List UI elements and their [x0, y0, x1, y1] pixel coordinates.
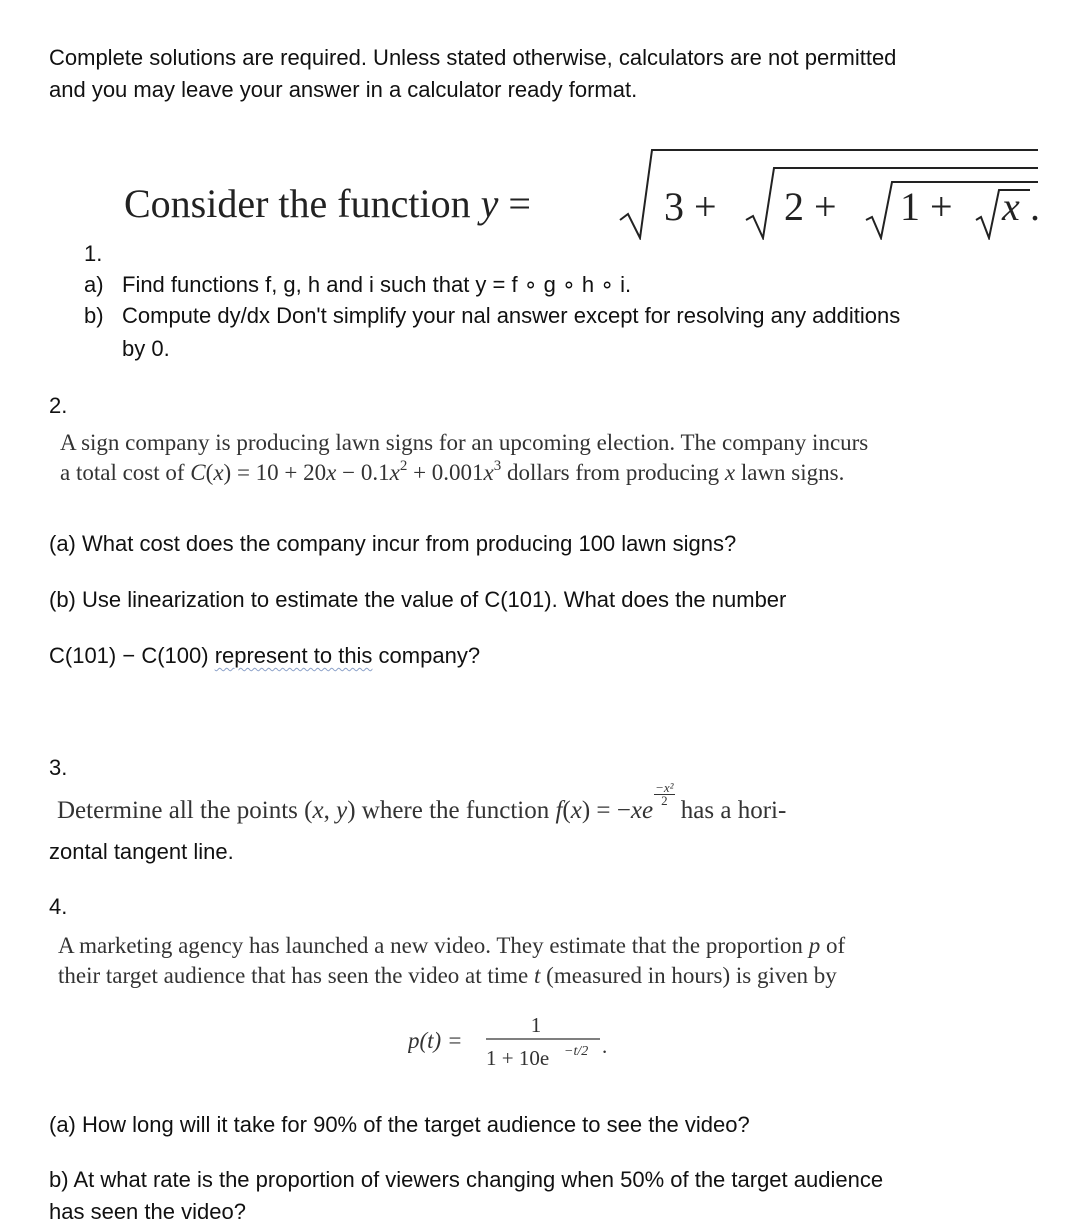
q2-x-variable: x [389, 460, 400, 485]
q1-part-a [84, 269, 631, 301]
q2-part-b-continued [49, 640, 480, 672]
q1-part-a-text: Find functions f, g, h and i such that y = f ∘ g ∘ h ∘ i. [122, 272, 632, 297]
q2-exponent: 2 [399, 458, 408, 474]
q1-radical-term-1: 1 + [900, 184, 953, 229]
q3-text: ) = − [581, 797, 631, 824]
q3-y-variable: y [336, 797, 348, 824]
q4-statement-line-2 [58, 961, 837, 991]
q4-part-b-line-2: has seen the video? [49, 1199, 246, 1224]
q4-text: of [820, 933, 846, 958]
q1-part-b-text-line-2: by 0. [122, 336, 170, 361]
q2-text: ) = 10 + 20 [223, 460, 327, 485]
q2-x-variable: x [213, 460, 224, 485]
q4-text: A marketing agency has launched a new video. They estimate that the proportion [58, 933, 809, 958]
q3-statement-line-1 [57, 780, 787, 826]
q4-p-variable: p [808, 933, 821, 958]
instructions-line-1: Complete solutions are required. Unless stated otherwise, calculators are not permitted [49, 45, 897, 70]
q2-text: dollars from producing [501, 460, 725, 485]
q4-formula-period: . [602, 1034, 608, 1058]
q2-text: C(101) − C(100) [49, 643, 215, 668]
q4-formula-exponent: −t/2 [564, 1044, 589, 1059]
q4-t-variable: t [534, 963, 541, 988]
q3-xe-term: xe [630, 797, 654, 824]
q2-number: 2. [49, 393, 68, 418]
q3-number: 3. [49, 755, 68, 780]
q3-text: ( [562, 797, 571, 824]
q2-text: + 0.001 [407, 460, 484, 485]
q3-x-variable: x [570, 797, 582, 824]
q1-part-b [84, 300, 900, 332]
q4-formula [408, 1008, 618, 1078]
q1-nested-radical [618, 140, 1048, 240]
instructions-line-2: and you may leave your answer in a calculator ready format. [49, 77, 638, 102]
q4-formula-lhs: p(t) = [408, 1028, 463, 1053]
q1-period: . [1030, 184, 1040, 229]
q3-exponent-denominator: 2 [661, 793, 668, 808]
q2-text: a total cost of [60, 460, 191, 485]
q4-statement-line-1 [58, 931, 845, 961]
q4-text: (measured in hours) is given by [540, 963, 837, 988]
q2-cost-symbol: C [190, 460, 206, 485]
q2-text: company? [372, 643, 481, 668]
q1-part-b-label: b) [84, 303, 104, 328]
q1-number: 1. [84, 241, 103, 266]
q2-part-b: (b) Use linearization to estimate the value of C(101). What does the number [49, 587, 787, 612]
q2-x-variable: x [724, 460, 736, 485]
q2-text: lawn signs. [735, 460, 845, 485]
q4-number: 4. [49, 894, 68, 919]
q1-statement-prefix: Consider the function [124, 181, 471, 226]
q3-function-symbol: f [555, 797, 563, 824]
q3-text: ) where the function [347, 797, 556, 824]
q1-y-variable: y [480, 181, 499, 226]
q3-text: has a hori- [674, 797, 787, 824]
q4-formula-denominator: 1 + 10e [486, 1046, 550, 1070]
q2-text: − 0.1 [336, 460, 390, 485]
q2-statement-line-2 [60, 458, 844, 491]
q1-radical-term-2: 2 + [784, 184, 837, 229]
q3-statement-line-2: zontal tangent line. [49, 839, 234, 864]
q1-statement [124, 180, 531, 227]
q2-exponent: 3 [493, 458, 502, 474]
q3-exponent-numerator: −x² [655, 780, 674, 795]
q1-equals: = [508, 181, 531, 226]
q2-x-variable: x [326, 460, 337, 485]
q4-part-b-line-1: b) At what rate is the proportion of viewers changing when 50% of the target audience [49, 1167, 884, 1192]
q1-x-variable: x [1002, 184, 1020, 229]
q2-x-variable: x [483, 460, 494, 485]
q2-grammar-flag: represent to this [214, 643, 373, 668]
q1-radical-term-3: 3 + [664, 184, 717, 229]
q1-part-b-text: Compute dy/dx Don't simplify your nal answer except for resolving any additions [122, 303, 901, 328]
q2-part-a: (a) What cost does the company incur from producing 100 lawn signs? [49, 531, 737, 556]
q2-statement-line-1: A sign company is producing lawn signs for an upcoming election. The company incurs [60, 430, 869, 455]
q3-text: Determine all the points ( [57, 797, 313, 824]
q3-text: , [323, 797, 337, 824]
q4-part-a: (a) How long will it take for 90% of the target audience to see the video? [49, 1112, 750, 1137]
q4-formula-numerator: 1 [530, 1013, 542, 1037]
q4-text: their target audience that has seen the video at time [58, 963, 535, 988]
q3-x-variable: x [312, 797, 324, 824]
q1-part-a-label: a) [84, 272, 104, 297]
q3-exponent [654, 782, 674, 807]
q2-text: ( [205, 460, 214, 485]
